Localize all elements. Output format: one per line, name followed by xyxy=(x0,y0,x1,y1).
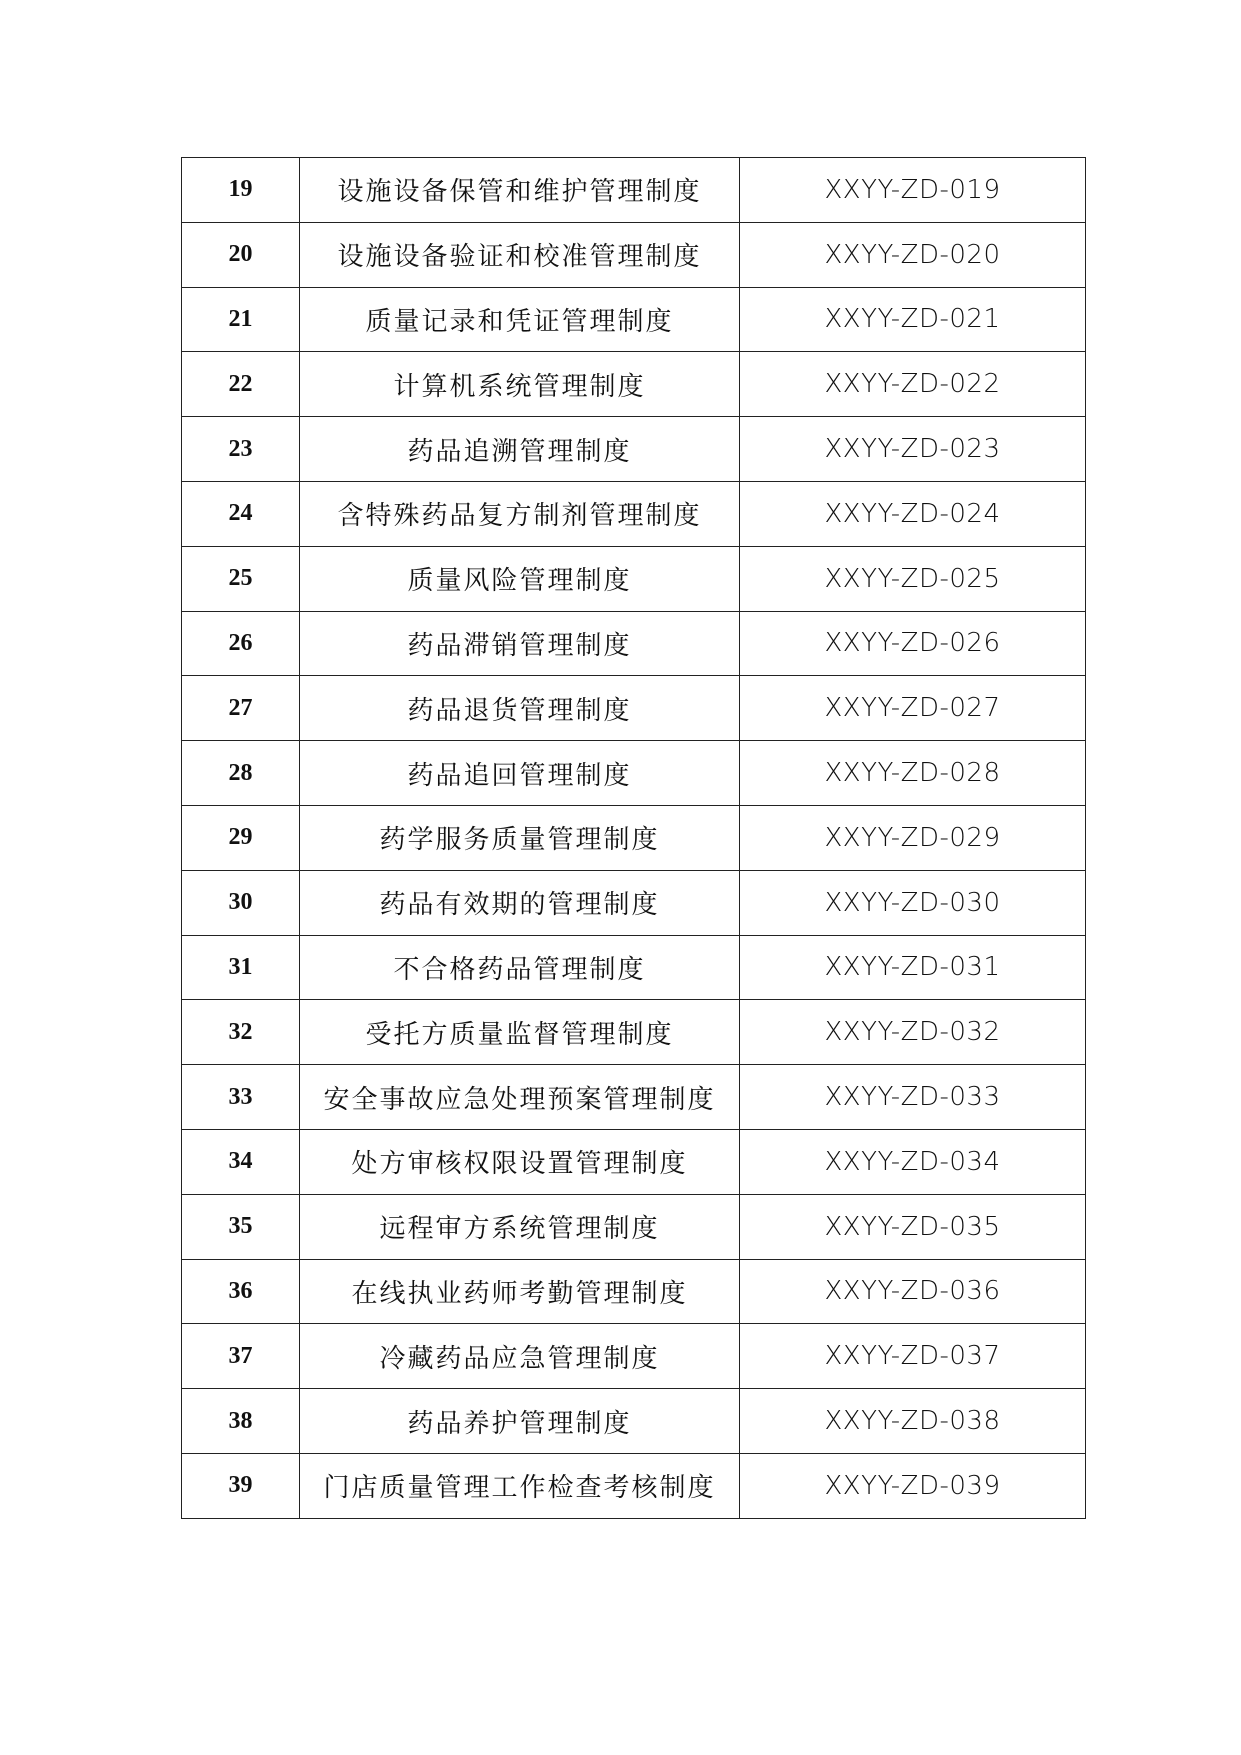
table-row xyxy=(182,741,1086,806)
row-number: 24 xyxy=(182,481,300,546)
regulation-name: 药品有效期的管理制度 xyxy=(300,870,740,935)
regulation-name: 设施设备保管和维护管理制度 xyxy=(300,158,740,223)
regulation-name: 药品退货管理制度 xyxy=(300,676,740,741)
row-number: 19 xyxy=(182,158,300,223)
row-number: 26 xyxy=(182,611,300,676)
regulation-name: 在线执业药师考勤管理制度 xyxy=(300,1259,740,1324)
regulation-name: 药品滞销管理制度 xyxy=(300,611,740,676)
table-row xyxy=(182,287,1086,352)
regulation-name: 质量记录和凭证管理制度 xyxy=(300,287,740,352)
regulation-table xyxy=(181,157,1086,1519)
regulation-name: 药学服务质量管理制度 xyxy=(300,805,740,870)
table-row xyxy=(182,1453,1086,1518)
table-row xyxy=(182,352,1086,417)
table-row xyxy=(182,417,1086,482)
row-number: 34 xyxy=(182,1129,300,1194)
row-number: 29 xyxy=(182,805,300,870)
table-row xyxy=(182,1129,1086,1194)
regulation-name: 受托方质量监督管理制度 xyxy=(300,1000,740,1065)
regulation-name: 设施设备验证和校准管理制度 xyxy=(300,222,740,287)
row-number: 22 xyxy=(182,352,300,417)
table-row xyxy=(182,1194,1086,1259)
regulation-code: XXYY-ZD-023 xyxy=(740,417,1086,482)
regulation-code: XXYY-ZD-030 xyxy=(740,870,1086,935)
regulation-code: XXYY-ZD-032 xyxy=(740,1000,1086,1065)
regulation-code: XXYY-ZD-027 xyxy=(740,676,1086,741)
row-number: 38 xyxy=(182,1389,300,1454)
regulation-name: 冷藏药品应急管理制度 xyxy=(300,1324,740,1389)
regulation-code: XXYY-ZD-038 xyxy=(740,1389,1086,1454)
table-row xyxy=(182,805,1086,870)
row-number: 21 xyxy=(182,287,300,352)
regulation-name: 计算机系统管理制度 xyxy=(300,352,740,417)
table-row xyxy=(182,676,1086,741)
table-row xyxy=(182,1324,1086,1389)
regulation-code: XXYY-ZD-036 xyxy=(740,1259,1086,1324)
regulation-code: XXYY-ZD-021 xyxy=(740,287,1086,352)
table-row xyxy=(182,481,1086,546)
row-number: 39 xyxy=(182,1453,300,1518)
regulation-name: 远程审方系统管理制度 xyxy=(300,1194,740,1259)
row-number: 28 xyxy=(182,741,300,806)
table-row xyxy=(182,222,1086,287)
regulation-table-body xyxy=(182,158,1086,1519)
regulation-name: 门店质量管理工作检查考核制度 xyxy=(300,1453,740,1518)
regulation-name: 药品追回管理制度 xyxy=(300,741,740,806)
row-number: 31 xyxy=(182,935,300,1000)
regulation-code: XXYY-ZD-026 xyxy=(740,611,1086,676)
regulation-code: XXYY-ZD-037 xyxy=(740,1324,1086,1389)
table-row xyxy=(182,1000,1086,1065)
row-number: 36 xyxy=(182,1259,300,1324)
table-row xyxy=(182,158,1086,223)
regulation-name: 质量风险管理制度 xyxy=(300,546,740,611)
table-row xyxy=(182,1389,1086,1454)
regulation-code: XXYY-ZD-033 xyxy=(740,1065,1086,1130)
table-row xyxy=(182,1065,1086,1130)
row-number: 25 xyxy=(182,546,300,611)
row-number: 27 xyxy=(182,676,300,741)
regulation-code: XXYY-ZD-039 xyxy=(740,1453,1086,1518)
row-number: 20 xyxy=(182,222,300,287)
regulation-name: 处方审核权限设置管理制度 xyxy=(300,1129,740,1194)
regulation-name: 安全事故应急处理预案管理制度 xyxy=(300,1065,740,1130)
table-row xyxy=(182,546,1086,611)
regulation-code: XXYY-ZD-024 xyxy=(740,481,1086,546)
table-row xyxy=(182,611,1086,676)
row-number: 30 xyxy=(182,870,300,935)
row-number: 33 xyxy=(182,1065,300,1130)
regulation-name: 不合格药品管理制度 xyxy=(300,935,740,1000)
table-row xyxy=(182,935,1086,1000)
regulation-code: XXYY-ZD-029 xyxy=(740,805,1086,870)
regulation-code: XXYY-ZD-028 xyxy=(740,741,1086,806)
regulation-name: 含特殊药品复方制剂管理制度 xyxy=(300,481,740,546)
regulation-name: 药品养护管理制度 xyxy=(300,1389,740,1454)
row-number: 35 xyxy=(182,1194,300,1259)
row-number: 37 xyxy=(182,1324,300,1389)
regulation-code: XXYY-ZD-022 xyxy=(740,352,1086,417)
row-number: 23 xyxy=(182,417,300,482)
table-row xyxy=(182,1259,1086,1324)
regulation-code: XXYY-ZD-019 xyxy=(740,158,1086,223)
regulation-code: XXYY-ZD-025 xyxy=(740,546,1086,611)
row-number: 32 xyxy=(182,1000,300,1065)
regulation-code: XXYY-ZD-020 xyxy=(740,222,1086,287)
table-row xyxy=(182,870,1086,935)
regulation-code: XXYY-ZD-034 xyxy=(740,1129,1086,1194)
regulation-name: 药品追溯管理制度 xyxy=(300,417,740,482)
regulation-code: XXYY-ZD-035 xyxy=(740,1194,1086,1259)
regulation-code: XXYY-ZD-031 xyxy=(740,935,1086,1000)
